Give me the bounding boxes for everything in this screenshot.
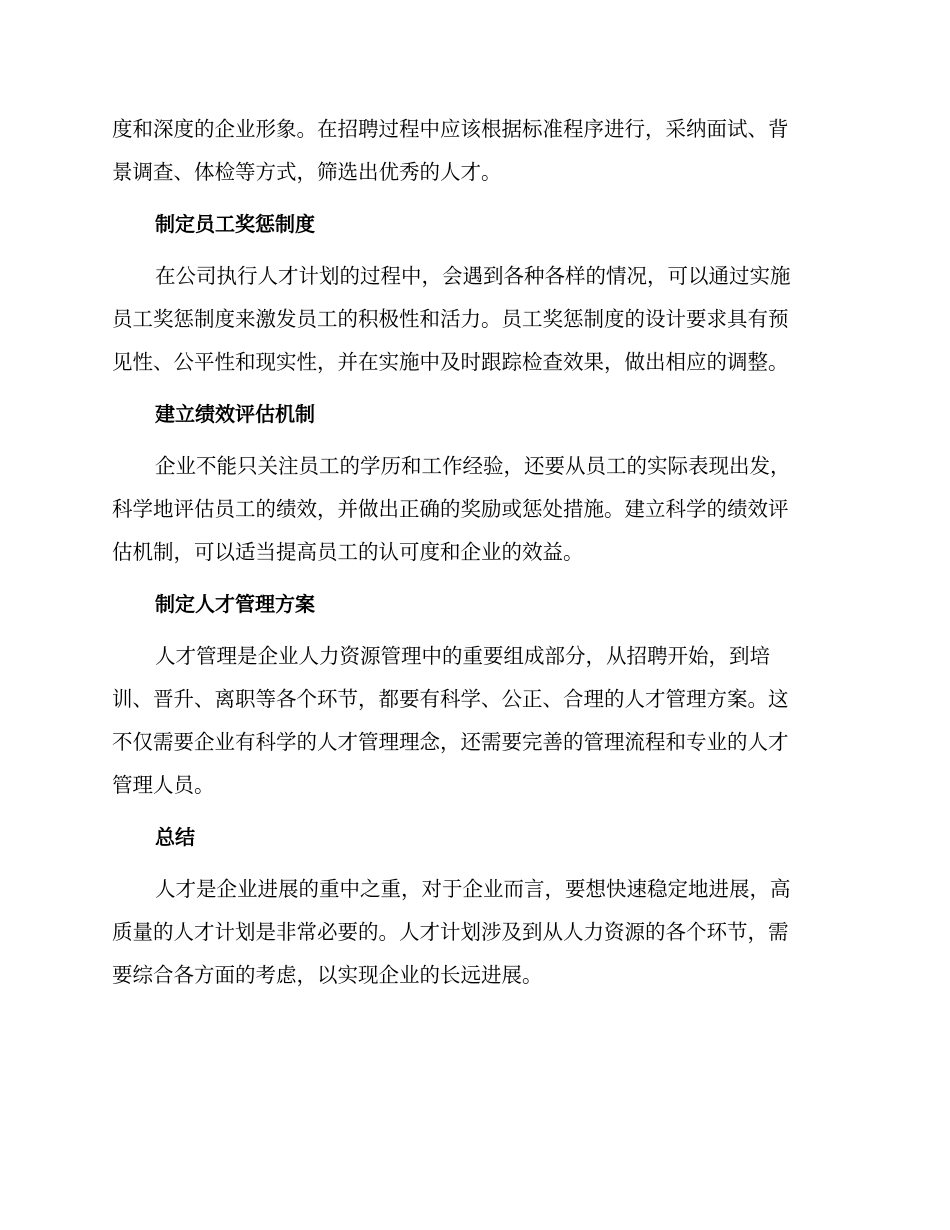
- text-line: 企业不能只关注员工的学历和工作经验，还要从员工的实际表现出发，: [155, 454, 791, 478]
- section-heading-reward-punishment: 制定员工奖惩制度: [155, 212, 315, 236]
- paragraph-talent-management: [112, 635, 832, 807]
- document-page: [112, 108, 832, 997]
- text-line: 管理人员。: [112, 773, 215, 797]
- text-line: 不仅需要企业有科学的人才管理理念，还需要完善的管理流程和专业的人才: [112, 730, 789, 754]
- text-line: 人才管理是企业人力资源管理中的重要组成部分，从招聘开始，到培: [155, 644, 770, 668]
- paragraph-summary: [112, 868, 832, 997]
- paragraph-performance-evaluation: [112, 445, 832, 574]
- paragraph-reward-punishment: [112, 255, 832, 384]
- text-line: 景调查、体检等方式，筛选出优秀的人才。: [112, 160, 502, 184]
- paragraph-recruitment-continued: [112, 108, 832, 194]
- text-line: 训、晋升、离职等各个环节，都要有科学、公正、合理的人才管理方案。这: [112, 687, 789, 711]
- text-line: 估机制，可以适当提高员工的认可度和企业的效益。: [112, 540, 584, 564]
- text-line: 员工奖惩制度来激发员工的积极性和活力。员工奖惩制度的设计要求具有预: [112, 307, 789, 331]
- text-line: 质量的人才计划是非常必要的。人才计划涉及到从人力资源的各个环节，需: [112, 920, 789, 944]
- text-line: 人才是企业进展的重中之重，对于企业而言，要想快速稳定地进展，高: [155, 877, 791, 901]
- text-line: 在公司执行人才计划的过程中，会遇到各种各样的情况，可以通过实施: [155, 264, 791, 288]
- text-line: 科学地评估员工的绩效，并做出正确的奖励或惩处措施。建立科学的绩效评: [112, 497, 789, 521]
- text-line: 度和深度的企业形象。在招聘过程中应该根据标准程序进行，采纳面试、背: [112, 117, 789, 141]
- section-heading-summary: 总结: [155, 825, 195, 849]
- text-line: 要综合各方面的考虑，以实现企业的长远进展。: [112, 963, 543, 987]
- section-heading-performance-evaluation: 建立绩效评估机制: [155, 402, 315, 426]
- text-line: 见性、公平性和现实性，并在实施中及时跟踪检查效果，做出相应的调整。: [112, 350, 789, 374]
- section-heading-talent-management: 制定人才管理方案: [155, 592, 315, 616]
